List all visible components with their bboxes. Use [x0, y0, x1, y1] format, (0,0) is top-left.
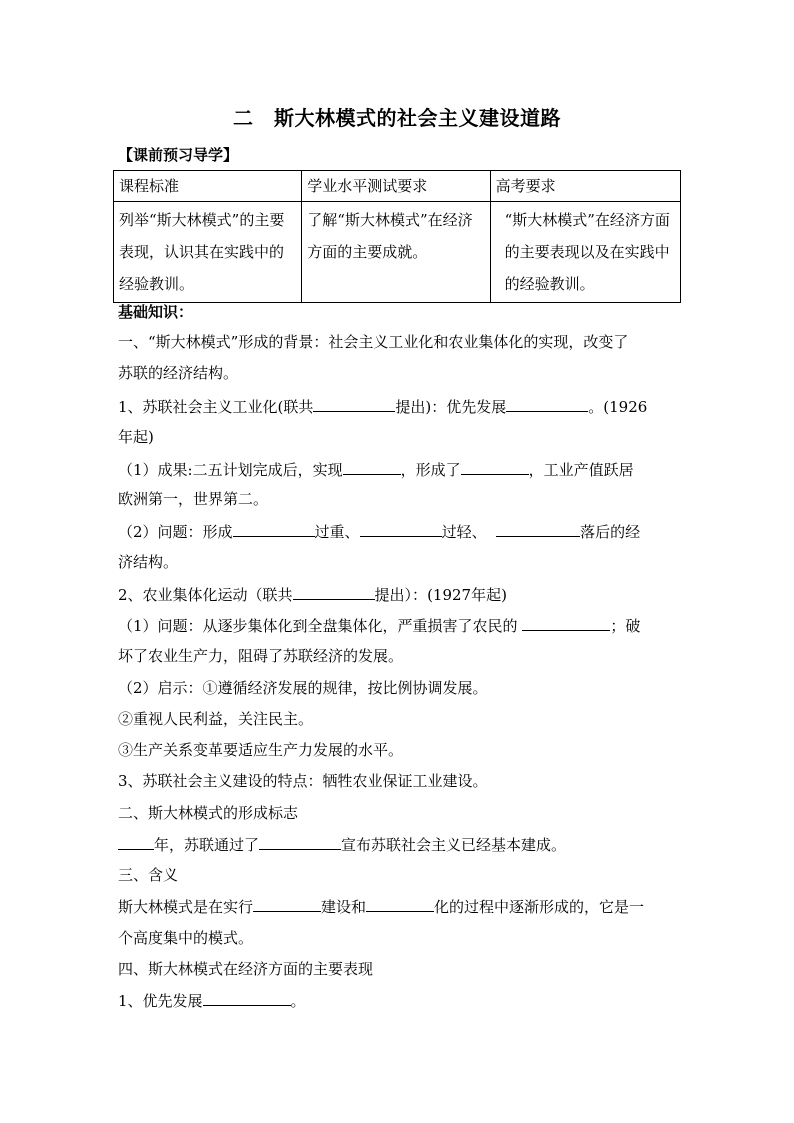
section-heading: 四、斯大林模式在经济方面的主要表现	[118, 960, 374, 978]
fill-blank[interactable]	[259, 835, 341, 850]
fill-blank[interactable]	[343, 460, 401, 475]
section-label: 【课前预习导学】	[118, 146, 239, 164]
page-title: 二 斯大林模式的社会主义建设道路	[233, 106, 561, 130]
paragraph-line	[118, 522, 640, 541]
section-heading: 二、斯大林模式的形成标志	[118, 804, 299, 822]
text-segment: ；破	[610, 617, 641, 635]
fill-blank[interactable]	[506, 397, 588, 412]
text-segment: （1）成果:二五计划完成后，实现	[118, 461, 343, 479]
paragraph-line	[118, 585, 507, 604]
text-segment: 宣布苏联社会主义已经基本建成。	[341, 836, 567, 854]
paragraph-line: 3、苏联社会主义建设的特点：牺牲农业保证工业建设。	[118, 772, 488, 790]
basics-label: 基础知识：	[118, 303, 194, 321]
text-segment: 提出)：优先发展	[395, 398, 507, 416]
paragraph-line	[118, 991, 306, 1010]
fill-blank[interactable]	[360, 522, 442, 537]
paragraph-line: （2）启示：①遵循经济发展的规律，按比例协调发展。	[118, 679, 488, 697]
text-segment: 。(1926	[588, 398, 648, 416]
fill-blank[interactable]	[293, 585, 375, 600]
fill-blank[interactable]	[496, 522, 580, 537]
fill-blank[interactable]	[203, 991, 291, 1006]
paragraph-line: 欧洲第一，世界第二。	[118, 490, 269, 508]
text-segment: ，形成了	[400, 461, 461, 479]
paragraph-line	[118, 397, 647, 416]
section-heading: 三、含义	[118, 866, 179, 884]
requirements-table	[113, 170, 681, 303]
paragraph-line: 年起)	[118, 428, 154, 446]
fill-blank[interactable]	[461, 460, 529, 475]
table-header-cell: 学业水平测试要求	[302, 171, 490, 202]
fill-blank[interactable]	[366, 897, 434, 912]
text-segment: 斯大林模式是在实行	[118, 898, 254, 916]
paragraph-line: 坏了农业生产力，阻碍了苏联经济的发展。	[118, 647, 404, 665]
text-segment: （1）问题：从逐步集体化到全盘集体化，严重损害了农民的	[118, 617, 518, 635]
fill-blank[interactable]	[118, 835, 154, 850]
paragraph-line	[118, 835, 566, 854]
paragraph-line: 苏联的经济结构。	[118, 364, 239, 382]
text-segment: 化的过程中逐渐形成的，它是一	[434, 898, 645, 916]
fill-blank[interactable]	[253, 897, 321, 912]
text-segment: 提出）：	[374, 586, 428, 604]
text-segment: 年，苏联通过了	[154, 836, 260, 854]
paragraph-line: ②重视人民利益，关注民主。	[118, 710, 314, 728]
paragraph-line: 个高度集中的模式。	[118, 929, 254, 947]
paragraph-line: 济结构。	[118, 553, 179, 571]
table-cell: 列举“斯大林模式”的主要表现，认识其在实践中的经验教训。	[114, 202, 302, 303]
text-segment: 1、苏联社会主义工业化(联共	[118, 398, 314, 416]
table-header-row	[114, 171, 681, 202]
table-header-cell: 高考要求	[490, 171, 680, 202]
text-segment: 1、优先发展	[118, 992, 203, 1010]
text-segment: (1927年起)	[427, 586, 507, 604]
paragraph-line	[118, 460, 634, 479]
text-segment: 落后的经	[580, 523, 641, 541]
table-cell: “斯大林模式”在经济方面的主要表现以及在实践中的经验教训。	[490, 202, 680, 303]
table-cell: 了解“斯大林模式”在经济方面的主要成就。	[302, 202, 490, 303]
fill-blank[interactable]	[313, 397, 395, 412]
table-row	[114, 202, 681, 303]
text-segment: 建设和	[321, 898, 367, 916]
text-segment: 过重、	[314, 523, 360, 541]
fill-blank[interactable]	[522, 616, 610, 631]
paragraph-line: 一、“斯大林模式”形成的背景：社会主义工业化和农业集体化的实现，改变了	[118, 333, 629, 351]
text-segment: 。	[290, 992, 306, 1010]
paragraph-line	[118, 897, 644, 916]
text-segment: ，工业产值跃居	[528, 461, 634, 479]
text-segment: （2）问题：形成	[118, 523, 233, 541]
paragraph-line: ③生产关系变革要适应生产力发展的水平。	[118, 741, 404, 759]
table-header-cell: 课程标准	[114, 171, 302, 202]
text-segment: 过轻、	[441, 523, 487, 541]
paragraph-line	[118, 616, 640, 635]
text-segment: 2、农业集体化运动（联共	[118, 586, 293, 604]
fill-blank[interactable]	[233, 522, 315, 537]
